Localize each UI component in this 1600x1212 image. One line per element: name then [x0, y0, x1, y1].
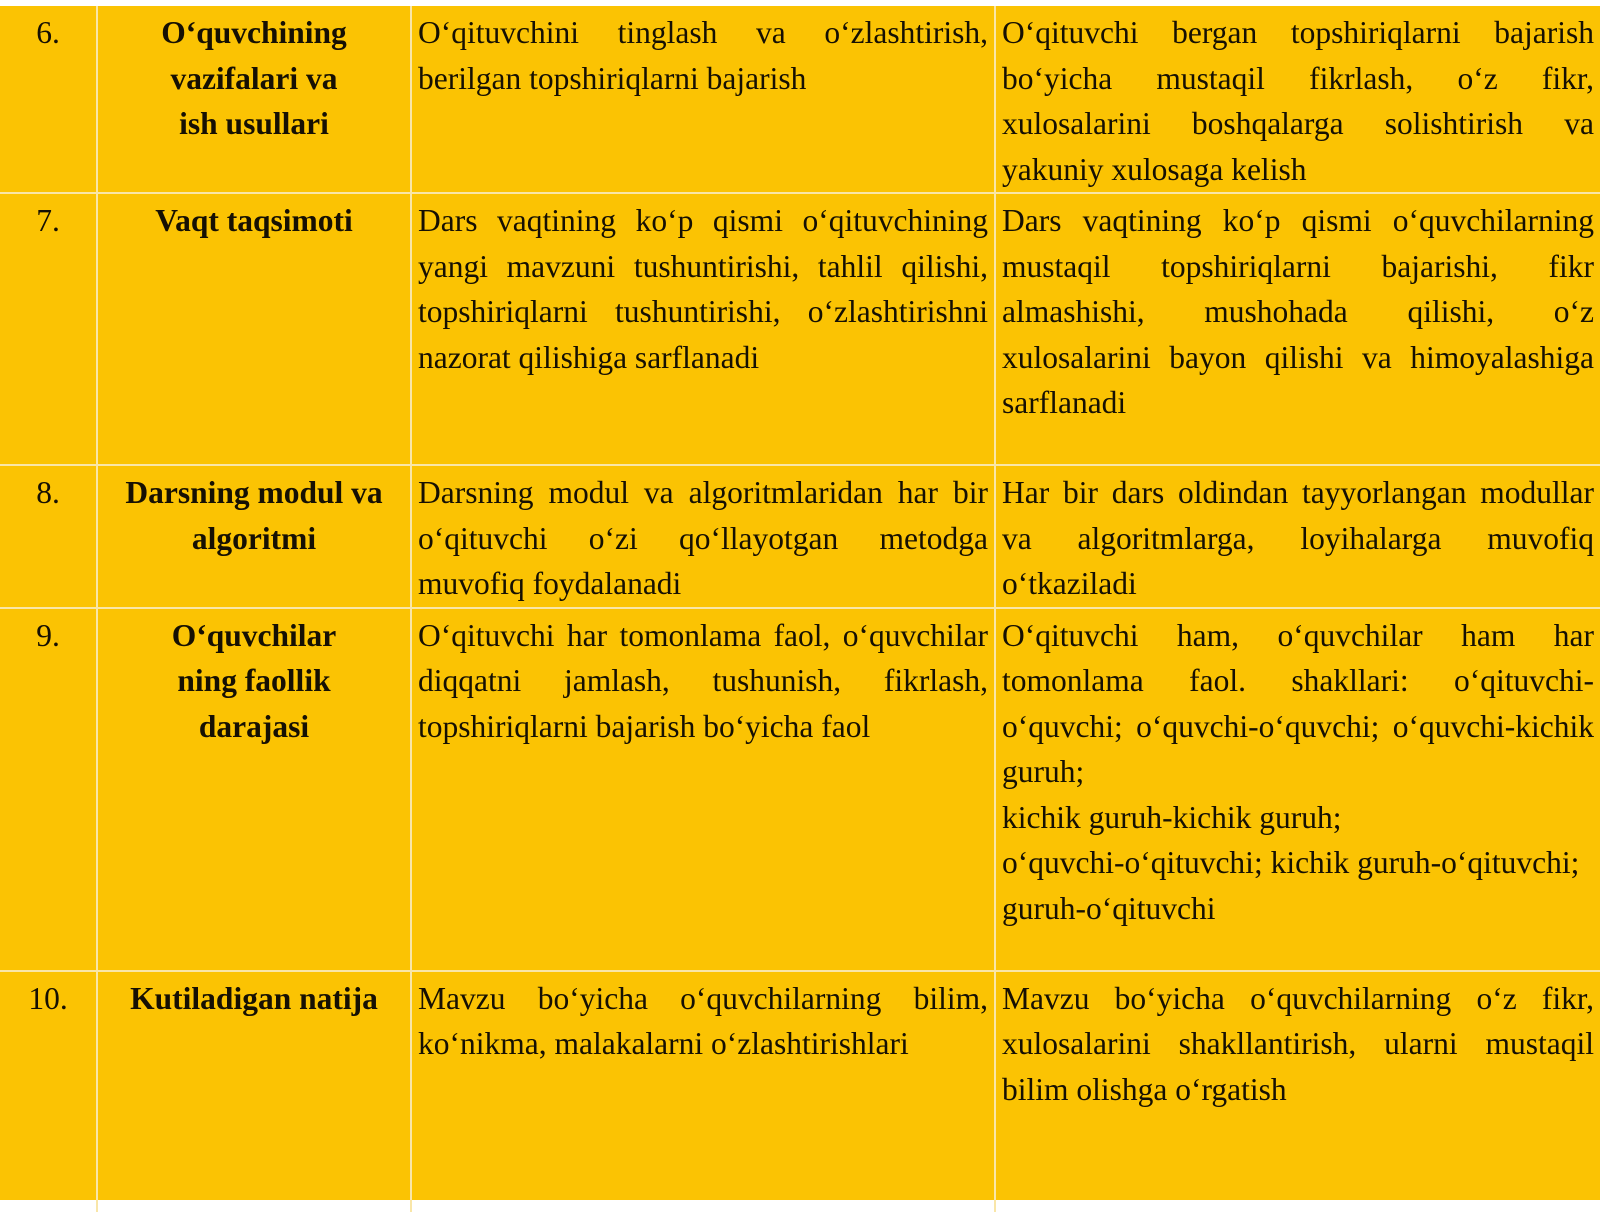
- modern-line: O‘qituvchi ham, o‘quvchilar ham har tomonlama faol. shakllari: o‘qituvchi-o‘quvchi; o‘quvchi-o‘quvchi; o‘quvchi-kichik guruh;: [1002, 617, 1594, 789]
- comparison-table-sheet: [0, 6, 1600, 1200]
- criterion-line: Darsning modul va: [125, 475, 383, 510]
- traditional-lesson-cell: O‘qituvchini tinglash va o‘zlashtirish, berilgan topshiriqlarni bajarish: [411, 6, 995, 193]
- criterion-line: O‘quvchilar: [171, 617, 337, 653]
- table-row: [0, 6, 1600, 193]
- table-row: [0, 608, 1600, 971]
- criterion-line: ning faollik: [177, 663, 331, 698]
- traditional-lesson-cell: Darsning modul va algoritmlaridan har bir o‘qituvchi o‘zi qo‘llayotgan metodga muvofiq foydalanadi: [411, 465, 995, 608]
- table-row: [0, 465, 1600, 608]
- criterion-line: O‘quvchining: [161, 15, 347, 50]
- comparison-table: [0, 6, 1600, 1212]
- criterion-line: algoritmi: [191, 520, 317, 556]
- modern-lesson-cell: [995, 608, 1600, 971]
- table-row: [0, 193, 1600, 465]
- criterion-cell: [97, 465, 411, 608]
- row-number: 6.: [0, 6, 97, 193]
- traditional-lesson-cell: O‘qituvchi har tomonlama faol, o‘quvchilar diqqatni jamlash, tushunish, fikrlash, topshiriqlarni bajarish bo‘yicha faol: [411, 608, 995, 971]
- criterion-cell: [97, 608, 411, 971]
- modern-line: Mavzu bo‘yicha o‘quvchilarning o‘z fikr, xulosalarini shakllantirish, ularni mustaqil bilim olishga o‘rgatish: [1002, 980, 1594, 1107]
- modern-line: kichik guruh-kichik guruh;: [1002, 799, 1342, 835]
- row-number: 9.: [0, 608, 97, 971]
- traditional-lesson-cell: Dars vaqtining ko‘p qismi o‘qituvchining yangi mavzuni tushuntirishi, tahlil qilishi, topshiriqlarni tushuntirishi, o‘zlashtirishni nazorat qilishiga sarflanadi: [411, 193, 995, 465]
- criterion-cell: [97, 6, 411, 193]
- modern-line: Har bir dars oldindan tayyorlangan modullar va algoritmlarga, loyihalarga muvofiq o‘tkaziladi: [1002, 475, 1594, 601]
- modern-line: O‘qituvchi bergan topshiriqlarni bajarish bo‘yicha mustaqil fikrlash, o‘z fikr, xulosalarini boshqalarga solishtirish va yakuniy xulosaga kelish: [1002, 15, 1594, 187]
- modern-line: Dars vaqtining ko‘p qismi o‘quvchilarning mustaqil topshiriqlarni bajarishi, fikr almashishi, mushohada qilishi, o‘z xulosalarini bayon qilishi va himoyalashiga sarflanadi: [1002, 203, 1594, 420]
- row-number: 8.: [0, 465, 97, 608]
- table-row: [0, 971, 1600, 1212]
- modern-line: o‘quvchi-o‘qituvchi; kichik guruh-o‘qituvchi;: [1002, 845, 1580, 880]
- criterion-cell: [97, 193, 411, 465]
- modern-lesson-cell: [995, 971, 1600, 1212]
- modern-lesson-cell: [995, 465, 1600, 608]
- criterion-line: Kutiladigan natija: [130, 980, 378, 1016]
- criterion-line: ish usullari: [179, 106, 329, 141]
- criterion-line: vazifalari va: [170, 60, 338, 96]
- row-number: 10.: [0, 971, 97, 1212]
- row-number: 7.: [0, 193, 97, 465]
- modern-lesson-cell: [995, 6, 1600, 193]
- modern-line: guruh-o‘qituvchi: [1002, 890, 1216, 926]
- criterion-line: Vaqt taqsimoti: [155, 203, 353, 238]
- traditional-lesson-cell: Mavzu bo‘yicha o‘quvchilarning bilim, ko‘nikma, malakalarni o‘zlashtirishlari: [411, 971, 995, 1212]
- criterion-cell: [97, 971, 411, 1212]
- modern-lesson-cell: [995, 193, 1600, 465]
- criterion-line: darajasi: [198, 708, 310, 744]
